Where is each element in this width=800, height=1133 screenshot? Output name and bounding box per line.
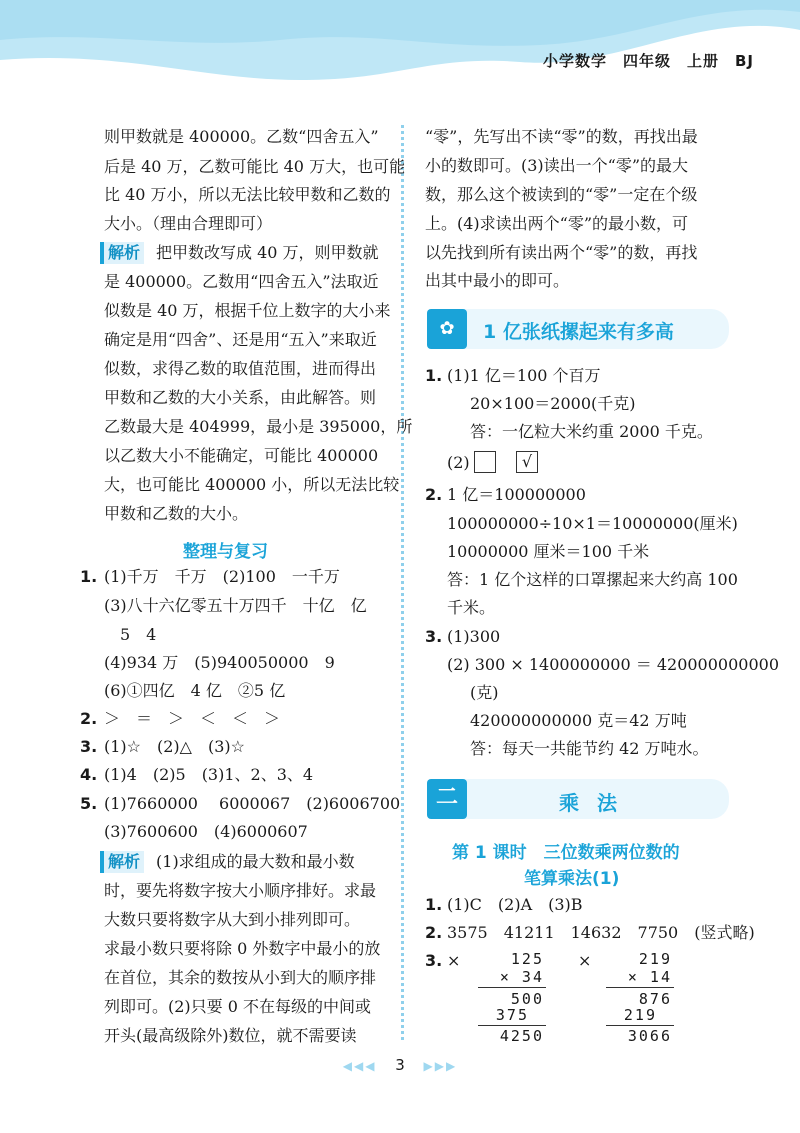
check-box: √	[516, 451, 538, 473]
question-number: 2.	[425, 923, 443, 942]
analysis-line: 解析 把甲数改写成 40 万，则甲数就	[100, 242, 379, 264]
left-arrows-icon: ◀◀◀	[342, 1059, 377, 1073]
calc1-partial: 500	[510, 990, 544, 1008]
question-number: 1.	[80, 567, 98, 586]
question-number: 1.	[425, 366, 443, 385]
calc2-partial: 219	[623, 1006, 657, 1024]
analysis-line: 甲数和乙数的大小。	[104, 504, 249, 523]
analysis-line: 似数是 40 万，根据千位上数字的大小来	[104, 301, 391, 320]
answer-line: 5 4	[104, 625, 157, 644]
answer-line: 3575 41211 14632 7750 (竖式略)	[447, 923, 755, 942]
text-line: “零”，先写出不读“零”的数，再找出最	[425, 127, 698, 146]
question-number: 3.	[425, 951, 443, 970]
analysis-line: 大数只要将数字从大到小排列即可。	[104, 910, 361, 929]
answer-line: (4)934 万 (5)940050000 9	[104, 653, 335, 672]
calc1-multiplier: × 34	[499, 968, 544, 986]
answer-line: (3)7600600 (4)6000607	[104, 822, 308, 841]
calc2-line	[606, 1025, 674, 1026]
analysis-line: 时，要先将数字按大小顺序排好。求最	[104, 881, 377, 900]
calc2-result: 3066	[627, 1027, 672, 1045]
answer-line: (3)八十六亿零五十万四千 十亿 亿	[104, 596, 367, 615]
analysis-line: 解析 (1)求组成的最大数和最小数	[100, 851, 355, 873]
analysis-line: 甲数和乙数的大小关系，由此解答。则	[104, 388, 377, 407]
question-number: 2.	[425, 485, 443, 504]
answer-line: (2) 300 × 1400000000 ＝ 420000000000	[447, 655, 779, 674]
analysis-line: 开头(最高级除外)数位，就不需要读	[104, 1026, 357, 1045]
book-info: 小学数学 四年级 上册 BJ	[542, 52, 754, 70]
answer-line: (6)①四亿 4 亿 ②5 亿	[104, 681, 286, 700]
analysis-line: 以乙数大小不能确定，可能比 400000	[104, 446, 379, 465]
answer-line: 420000000000 克＝42 万吨	[470, 711, 687, 730]
answer-line: (1)☆ (2)△ (3)☆	[104, 737, 245, 756]
text-line: 大小。（理由合理即可）	[104, 214, 273, 233]
calc1-multiplicand: 125	[510, 950, 544, 968]
answer-line: 答：每天一共能节约 42 万吨水。	[470, 739, 709, 758]
multiply-sign: ×	[447, 951, 461, 970]
right-arrows-icon: ▶▶▶	[423, 1059, 458, 1073]
lesson-title: 第 1 课时 三位数乘两位数的	[452, 843, 680, 863]
section-title: 1 亿张纸摞起来有多高	[483, 321, 674, 343]
answer-line: (1)7660000 6000067 (2)6006700	[104, 794, 401, 813]
page-number: 3	[395, 1056, 405, 1074]
analysis-tag: 解析	[100, 242, 144, 264]
answer-line: (1)4 (2)5 (3)1、2、3、4	[104, 765, 314, 784]
answer-line: ＞ ＝ ＞ ＜ ＜ ＞	[104, 709, 281, 728]
header-wave	[0, 0, 800, 90]
analysis-line: 确定是用“四舍”、还是用“五入”来取近	[104, 330, 377, 349]
calc1-line	[478, 1025, 546, 1026]
text-line: 比 40 万小，所以无法比较甲数和乙数的	[104, 185, 391, 204]
calc2-line	[606, 987, 674, 988]
text-line: 上。(4)求读出两个“零”的最小数，可	[425, 214, 689, 233]
analysis-line: 乙数最大是 404999，最小是 395000，所	[104, 417, 413, 436]
question-number: 5.	[80, 794, 98, 813]
answer-line: (1)C (2)A (3)B	[447, 895, 583, 914]
analysis-line: 列即可。(2)只要 0 不在每级的中间或	[104, 997, 372, 1016]
review-title: 整理与复习	[183, 542, 268, 562]
text-line: 以先找到所有读出两个“零”的数，再找	[425, 243, 698, 262]
text-line: 数，那么这个被读到的“零”一定在个级	[425, 185, 698, 204]
calc2-multiplicand: 219	[638, 950, 672, 968]
calc1-result: 4250	[499, 1027, 544, 1045]
answer-line: (克)	[470, 683, 499, 702]
text-line: 后是 40 万，乙数可能比 40 万大，也可能	[104, 157, 406, 176]
answer-line: 千米。	[447, 598, 496, 617]
answer-line: 10000000 厘米＝100 千米	[447, 542, 650, 561]
text-line: 则甲数就是 400000。乙数“四舍五入”	[104, 127, 379, 146]
unit-title: 乘法	[559, 791, 635, 815]
text-line: 小的数即可。(3)读出一个“零”的最大	[425, 156, 689, 175]
multiply-sign: ×	[578, 951, 592, 970]
analysis-tag: 解析	[100, 851, 144, 873]
calc1-partial: 375	[495, 1006, 529, 1024]
column-divider	[401, 125, 404, 1040]
question-number: 3.	[80, 737, 98, 756]
unit-number: 二	[427, 779, 467, 819]
answer-line: 答：1 亿个这样的口罩摞起来大约高 100	[447, 570, 738, 589]
answer-line: 100000000÷10×1＝10000000(厘米)	[447, 514, 738, 533]
page-footer	[0, 1056, 800, 1074]
answer-line: (1)1 亿＝100 个百万	[447, 366, 601, 385]
flower-icon: ✿	[427, 309, 467, 349]
answer-line: (1)千万 千万 (2)100 一千万	[104, 567, 340, 586]
answer-line: 20×100＝2000(千克)	[470, 394, 636, 413]
calc2-partial: 876	[638, 990, 672, 1008]
analysis-line: 是 400000。乙数用“四舍五入”法取近	[104, 272, 379, 291]
answer-line: 1 亿＝100000000	[447, 485, 586, 504]
question-number: 1.	[425, 895, 443, 914]
answer-line: (2)	[447, 453, 470, 472]
text-line: 出其中最小的即可。	[425, 271, 570, 290]
lesson-title: 笔算乘法(1)	[524, 869, 620, 889]
question-number: 4.	[80, 765, 98, 784]
question-number: 2.	[80, 709, 98, 728]
analysis-line: 在首位，其余的数按从小到大的顺序排	[104, 968, 377, 987]
question-number: 3.	[425, 627, 443, 646]
empty-box	[474, 451, 496, 473]
analysis-line: 似数，求得乙数的取值范围，进而得出	[104, 359, 377, 378]
analysis-line: 大，也可能比 400000 小，所以无法比较	[104, 475, 400, 494]
analysis-line: 求最小数只要将除 0 外数字中最小的放	[104, 939, 381, 958]
calc2-multiplier: × 14	[627, 968, 672, 986]
calc1-line	[478, 987, 546, 988]
answer-line: (1)300	[447, 627, 501, 646]
answer-line: 答：一亿粒大米约重 2000 千克。	[470, 422, 713, 441]
